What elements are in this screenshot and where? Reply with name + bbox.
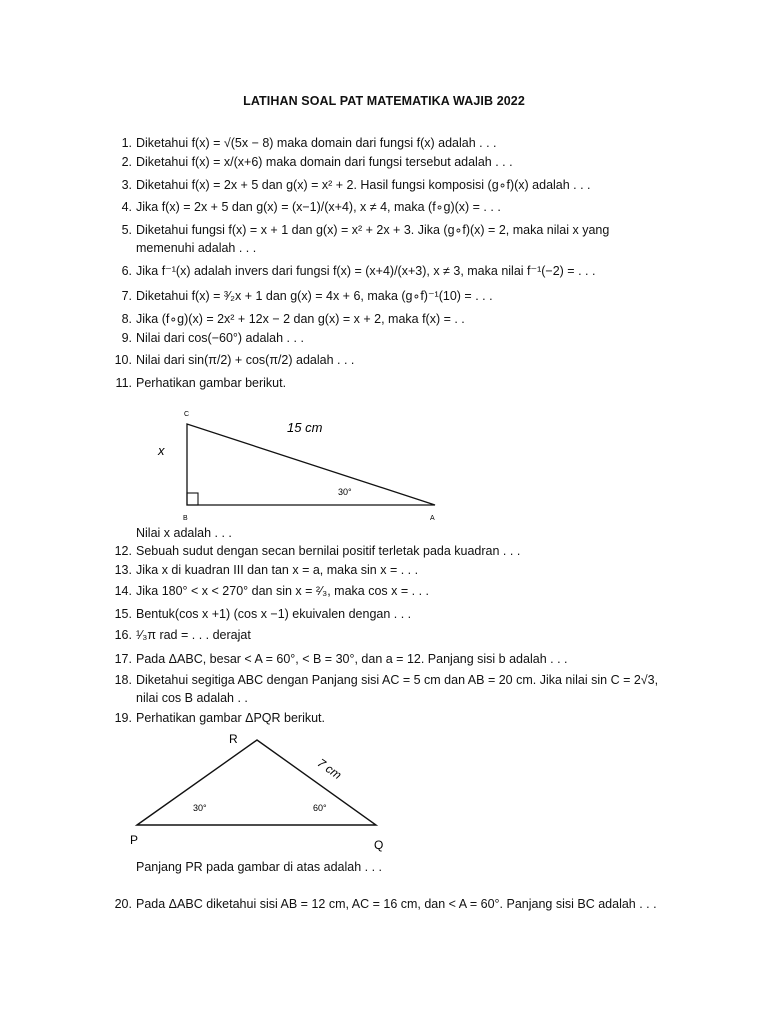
question-text: Jika x di kuadran III dan tan x = a, maka sin x = . . . [136, 563, 419, 577]
question-number: 2. [121, 155, 132, 169]
question-text: Perhatikan gambar ΔPQR berikut. [136, 711, 325, 725]
question-18-continuation: nilai cos B adalah . . [136, 691, 248, 705]
question-number: 6. [121, 264, 132, 278]
question-number: 19. [114, 711, 132, 725]
question-text: Bentuk(cos x +1) (cos x −1) ekuivalen dengan . . . [136, 607, 412, 621]
side-rq-label: 7 cm [314, 755, 345, 783]
question-number: 15. [114, 607, 132, 621]
question-number: 9. [121, 331, 132, 345]
vertex-r-label: R [229, 732, 238, 746]
question-text: Nilai dari sin(π/2) + cos(π/2) adalah . . . [136, 353, 355, 367]
angle-a-label: 30° [338, 487, 352, 497]
question-number: 5. [121, 223, 132, 237]
triangle-pqr-figure [120, 728, 400, 852]
question-number: 18. [114, 673, 132, 687]
question-number: 8. [121, 312, 132, 326]
question-number: 20. [114, 897, 132, 911]
question-text: Jika 180° < x < 270° dan sin x = ²⁄₃, maka cos x = . . . [136, 584, 430, 598]
question-text: Diketahui f(x) = x/(x+6) maka domain dari fungsi tersebut adalah . . . [136, 155, 513, 169]
question-text: Sebuah sudut dengan secan bernilai positif terletak pada kuadran . . . [136, 544, 521, 558]
angle-q-label: 60° [313, 803, 327, 813]
question-number: 17. [114, 652, 132, 666]
question-text: Diketahui fungsi f(x) = x + 1 dan g(x) = x² + 2x + 3. Jika (g∘f)(x) = 2, maka nilai x yang [136, 223, 610, 237]
vertex-c-label: C [184, 411, 190, 418]
question-text: Pada ΔABC, besar < A = 60°, < B = 30°, dan a = 12. Panjang sisi b adalah . . . [136, 652, 568, 666]
question-number: 3. [121, 178, 132, 192]
angle-p-label: 30° [193, 803, 207, 813]
question-number: 7. [121, 289, 132, 303]
question-number: 12. [114, 544, 132, 558]
question-number: 13. [114, 563, 132, 577]
question-text: Pada ΔABC diketahui sisi AB = 12 cm, AC = 16 cm, dan < A = 60°. Panjang sisi BC adalah . . . [136, 897, 657, 911]
question-number: 10. [114, 353, 132, 367]
question-11-prompt: Nilai x adalah . . . [136, 526, 232, 540]
vertex-a-label: A [430, 515, 435, 522]
question-text: Nilai dari cos(−60°) adalah . . . [136, 331, 304, 345]
page-title: LATIHAN SOAL PAT MATEMATIKA WAJIB 2022 [243, 94, 525, 108]
question-number: 16. [114, 628, 132, 642]
side-x-label: x [158, 443, 165, 458]
question-text: Jika f⁻¹(x) adalah invers dari fungsi f(x) = (x+4)/(x+3), x ≠ 3, maka nilai f⁻¹(−2) = . . . [136, 264, 596, 278]
hypotenuse-label: 15 cm [287, 420, 323, 435]
right-triangle-figure [150, 404, 450, 526]
question-number: 1. [121, 136, 132, 150]
question-number: 4. [121, 200, 132, 214]
question-text: Jika f(x) = 2x + 5 dan g(x) = (x−1)/(x+4), x ≠ 4, maka (f∘g)(x) = . . . [136, 200, 501, 214]
question-text: Jika (f∘g)(x) = 2x² + 12x − 2 dan g(x) = x + 2, maka f(x) = . . [136, 312, 465, 326]
question-number: 11. [115, 376, 132, 390]
vertex-p-label: P [130, 833, 139, 847]
question-number: 14. [114, 584, 132, 598]
vertex-b-label: B [183, 515, 188, 522]
vertex-q-label: Q [374, 838, 384, 852]
question-text: Diketahui f(x) = 2x + 5 dan g(x) = x² + 2. Hasil fungsi komposisi (g∘f)(x) adalah . . . [136, 178, 591, 192]
question-5-continuation: memenuhi adalah . . . [136, 241, 257, 255]
question-19-prompt: Panjang PR pada gambar di atas adalah . . . [136, 860, 382, 874]
question-text: ¹⁄₃π rad = . . . derajat [136, 628, 251, 642]
question-text: Diketahui segitiga ABC dengan Panjang sisi AC = 5 cm dan AB = 20 cm. Jika nilai sin C = 2√3, [136, 673, 659, 687]
question-text: Diketahui f(x) = √(5x − 8) maka domain dari fungsi f(x) adalah . . . [136, 136, 497, 150]
question-text: Perhatikan gambar berikut. [136, 376, 287, 390]
question-text: Diketahui f(x) = ³⁄₂x + 1 dan g(x) = 4x + 6, maka (g∘f)⁻¹(10) = . . . [136, 289, 493, 303]
